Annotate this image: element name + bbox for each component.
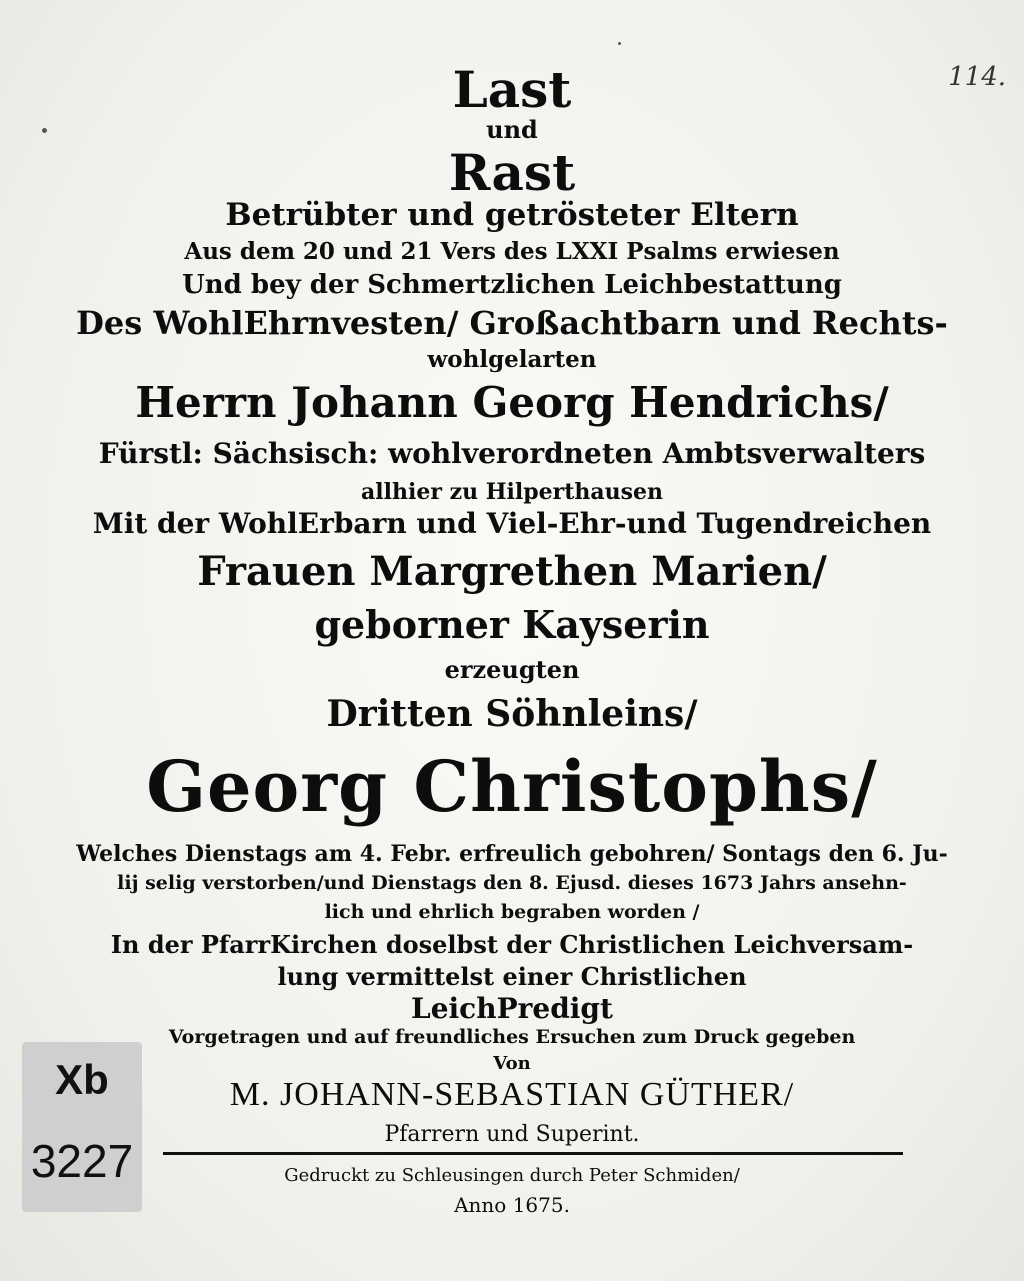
text-line-leichbestattung: Und bey der Schmertzlichen Leichbestattung xyxy=(182,270,842,300)
text-line-wohlgelarten: wohlgelarten xyxy=(427,346,597,373)
title-rast: Rast xyxy=(448,143,576,202)
shelfmark-letters: Xb xyxy=(55,1056,109,1103)
ink-speck xyxy=(618,42,621,45)
text-line-dritten-soehnleins: Dritten Söhnleins/ xyxy=(326,693,698,735)
text-line-leichpredigt: LeichPredigt xyxy=(411,992,613,1025)
text-line-von: Von xyxy=(493,1053,531,1074)
horizontal-rule xyxy=(163,1152,903,1155)
text-line-wohlehrnvesten: Des WohlEhrnvesten/ Großachtbarn und Rechts- xyxy=(76,304,948,342)
text-line-begraben: lich und ehrlich begraben worden / xyxy=(324,901,700,923)
text-line-vorgetragen: Vorgetragen und auf freundliches Ersuchen zum Druck gegeben xyxy=(168,1026,856,1048)
text-line-hilperthausen: allhier zu Hilperthausen xyxy=(361,479,663,505)
text-line-gebohren: Welches Dienstags am 4. Febr. erfreulich gebohren/ Sontags den 6. Ju- xyxy=(76,841,948,867)
shelfmark-label xyxy=(22,1042,142,1212)
text-line-ambtsverwalters: Fürstl: Sächsisch: wohlverordneten Ambtsverwalters xyxy=(98,437,926,470)
subtitle-eltern: Betrübter und getrösteter Eltern xyxy=(225,197,799,233)
name-margrethen-marien: Frauen Margrethen Marien/ xyxy=(197,548,827,595)
imprint-printer: Gedruckt zu Schleusingen durch Peter Schmiden/ xyxy=(284,1165,740,1186)
text-line-verstorben: lij selig verstorben/und Dienstags den 8. Ejusd. dieses 1673 Jahrs ansehn- xyxy=(117,872,907,894)
title-last: Last xyxy=(452,60,572,119)
margin-note: 114. xyxy=(948,62,1006,92)
name-georg-christophs: Georg Christophs/ xyxy=(146,745,878,828)
author-name: M. JOHANN-SEBASTIAN GÜTHER/ xyxy=(229,1076,795,1113)
author-title: Pfarrern und Superint. xyxy=(384,1122,640,1147)
text-line-psalm: Aus dem 20 und 21 Vers des LXXI Psalms erwiesen xyxy=(184,238,840,265)
text-line-erzeugten: erzeugten xyxy=(444,655,580,684)
imprint-year: Anno 1675. xyxy=(454,1193,570,1217)
shelfmark-number: 3227 xyxy=(30,1135,134,1187)
text-line-vermittelst: lung vermittelst einer Christlichen xyxy=(277,962,747,991)
text-line-kayserin: geborner Kayserin xyxy=(314,602,710,647)
text-line-tugendreichen: Mit der WohlErbarn und Viel-Ehr-und Tugendreichen xyxy=(92,507,932,540)
title-und: und xyxy=(486,115,538,144)
text-line-pfarrkirchen: In der PfarrKirchen doselbst der Christlichen Leichversam- xyxy=(110,930,914,959)
name-johann-georg-hendrichs: Herrn Johann Georg Hendrichs/ xyxy=(135,378,889,427)
